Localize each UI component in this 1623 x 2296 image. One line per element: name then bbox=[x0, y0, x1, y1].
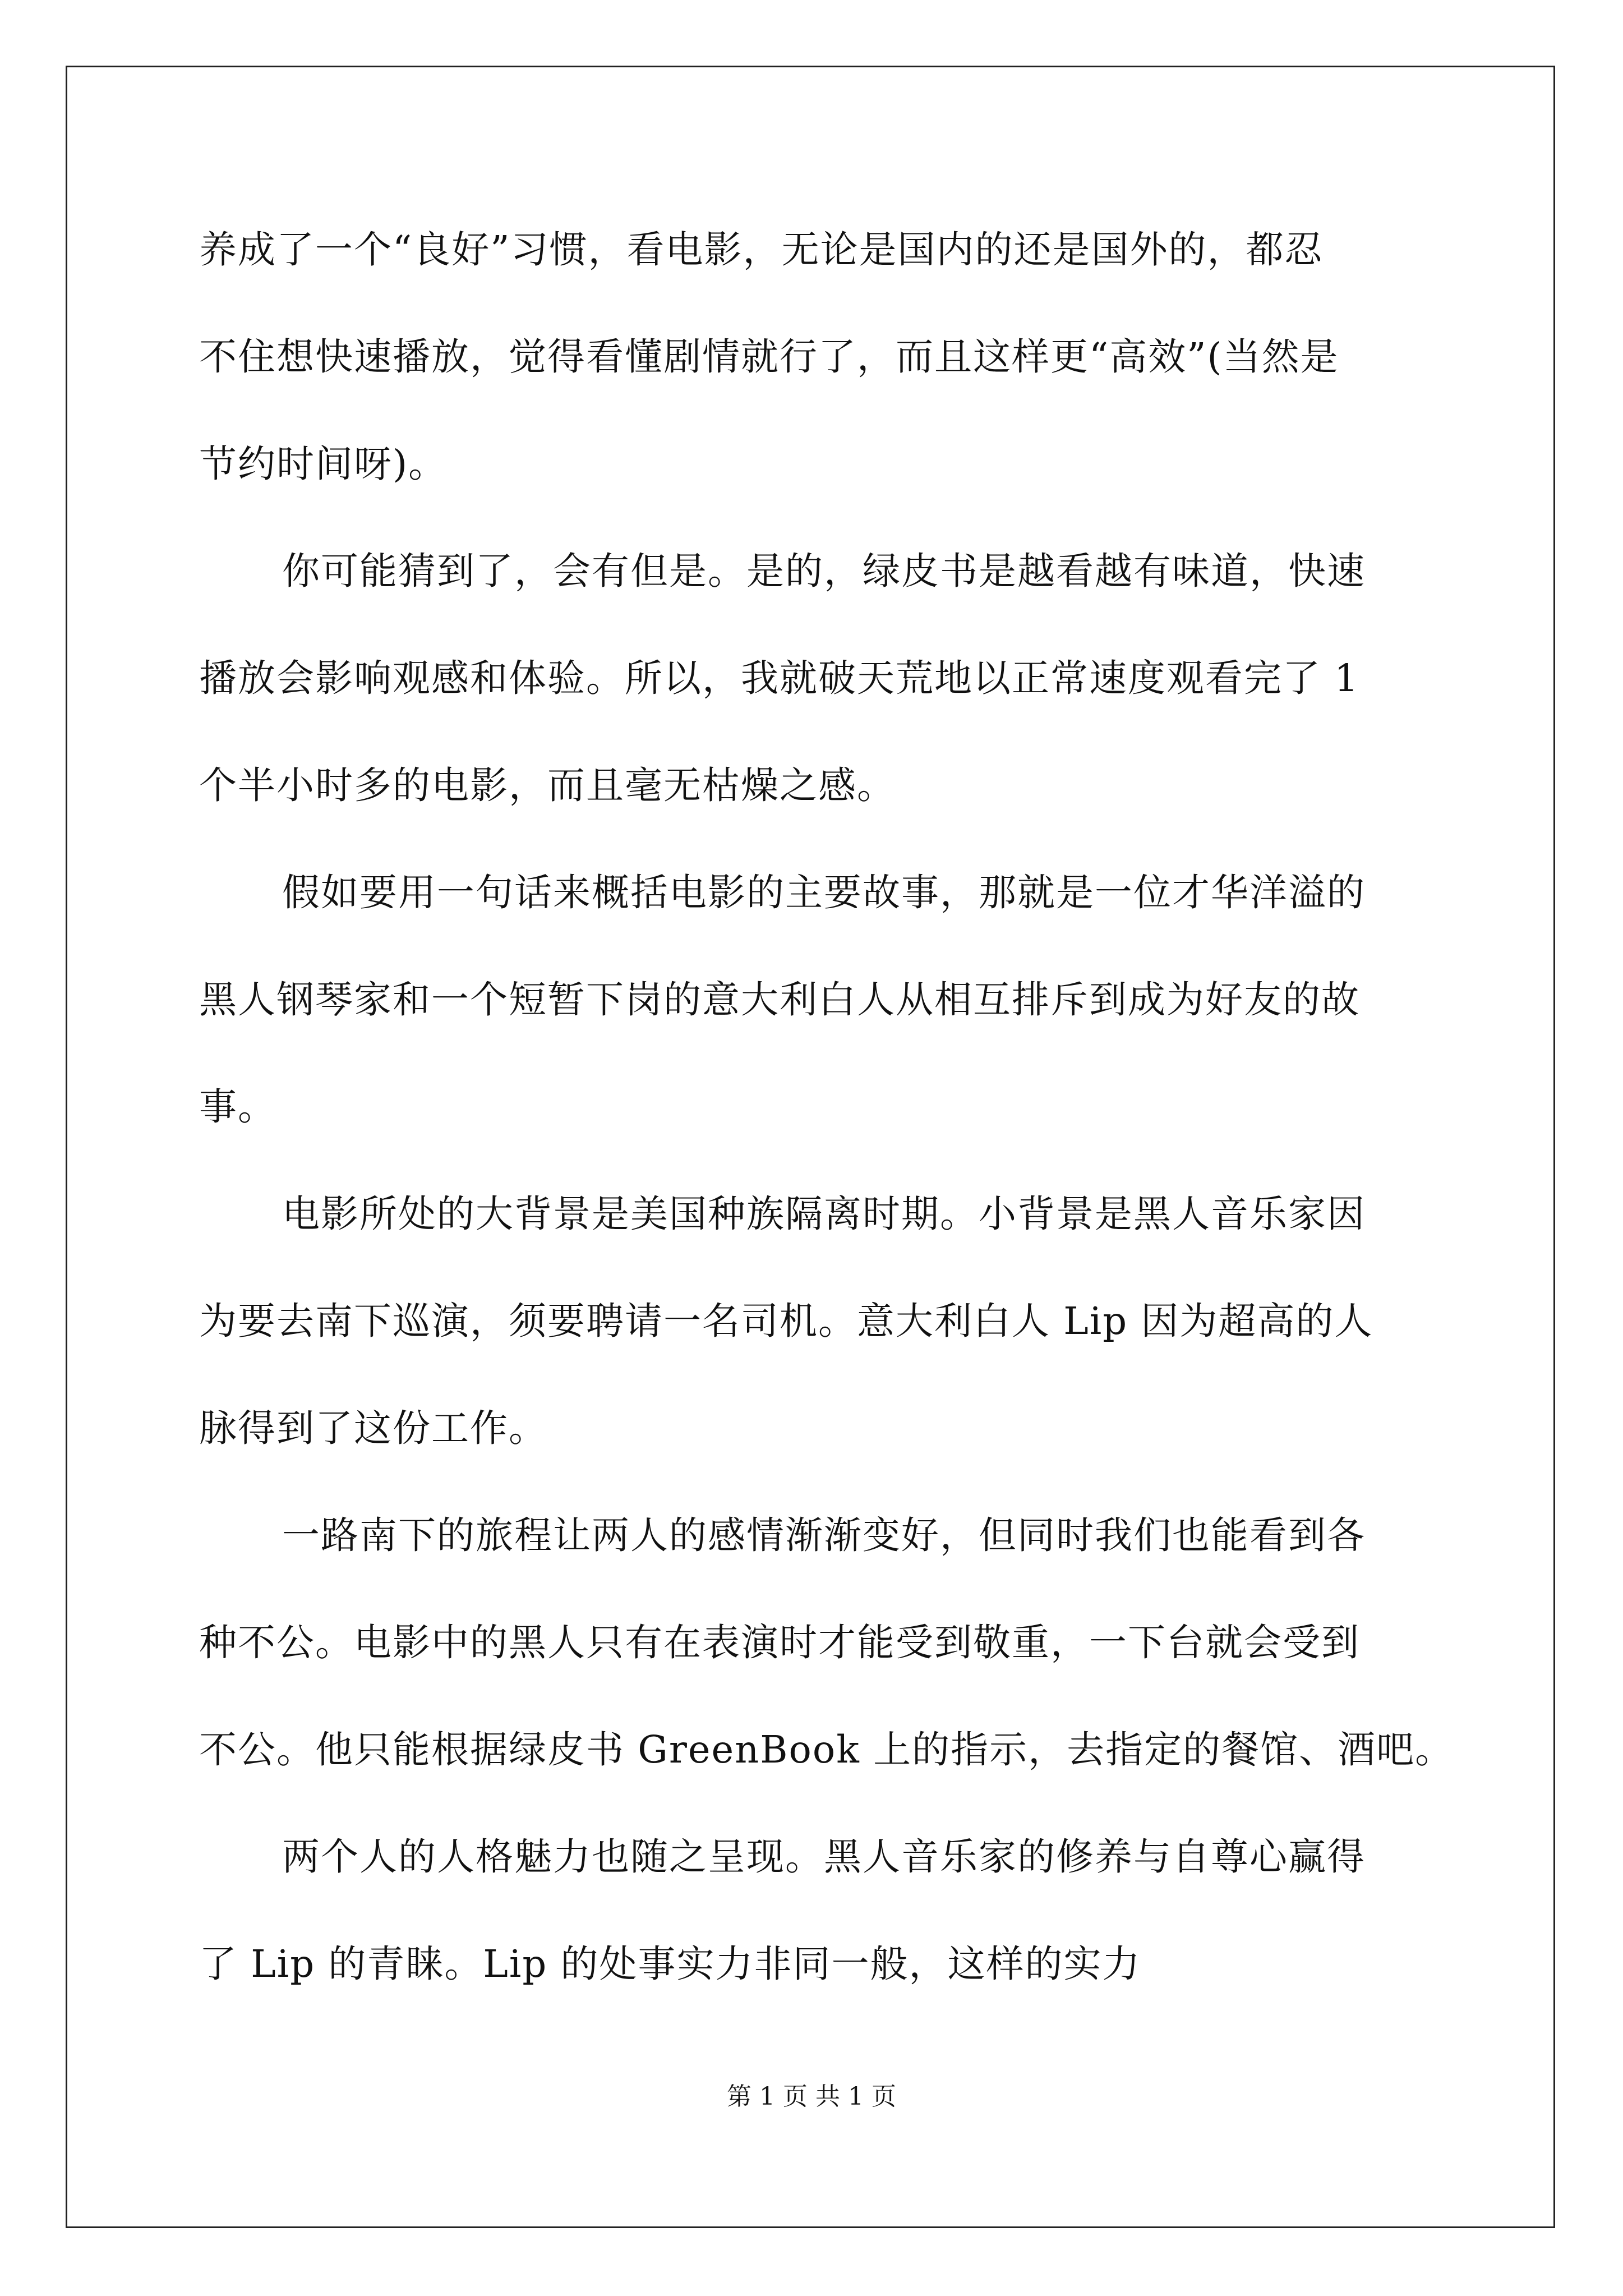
paragraph-start-line: 两个人的人格魅力也随之呈现。黑人音乐家的修养与自尊心赢得 bbox=[282, 1835, 1366, 1879]
paragraph-start-line: 你可能猜到了，会有但是。是的，绿皮书是越看越有味道，快速 bbox=[282, 549, 1366, 593]
text-line: 不住想快速播放，觉得看懂剧情就行了，而且这样更“高效”(当然是 bbox=[199, 335, 1339, 379]
text-line: 黑人钢琴家和一个短暂下岗的意大利白人从相互排斥到成为好友的故 bbox=[199, 978, 1360, 1022]
paragraph-start-line: 电影所处的大背景是美国种族隔离时期。小背景是黑人音乐家因 bbox=[282, 1192, 1366, 1236]
text-line: 事。 bbox=[199, 1085, 276, 1129]
text-line: 个半小时多的电影，而且毫无枯燥之感。 bbox=[199, 763, 896, 807]
document-body bbox=[199, 220, 1454, 2041]
paragraph-start-line: 假如要用一句话来概括电影的主要故事，那就是一位才华洋溢的 bbox=[282, 871, 1366, 914]
text-line: 播放会影响观感和体验。所以，我就破天荒地以正常速度观看完了 1 bbox=[199, 656, 1359, 700]
text-line: 了 Lip 的青睐。Lip 的处事实力非同一般，这样的实力 bbox=[199, 1942, 1141, 1986]
text-line: 节约时间呀)。 bbox=[199, 442, 448, 486]
text-line: 种不公。电影中的黑人只有在表演时才能受到敬重，一下台就会受到 bbox=[199, 1621, 1360, 1664]
text-line: 不公。他只能根据绿皮书 GreenBook 上的指示，去指定的餐馆、酒吧。 bbox=[199, 1728, 1454, 1772]
text-line: 养成了一个“良好”习惯，看电影，无论是国内的还是国外的，都忍 bbox=[199, 228, 1324, 272]
paragraph-start-line: 一路南下的旅程让两人的感情渐渐变好，但同时我们也能看到各 bbox=[282, 1513, 1366, 1557]
text-line: 脉得到了这份工作。 bbox=[199, 1406, 547, 1450]
text-line: 为要去南下巡演，须要聘请一名司机。意大利白人 Lip 因为超高的人 bbox=[199, 1299, 1373, 1343]
page-footer: 第 1 页 共 1 页 bbox=[727, 2082, 896, 2111]
